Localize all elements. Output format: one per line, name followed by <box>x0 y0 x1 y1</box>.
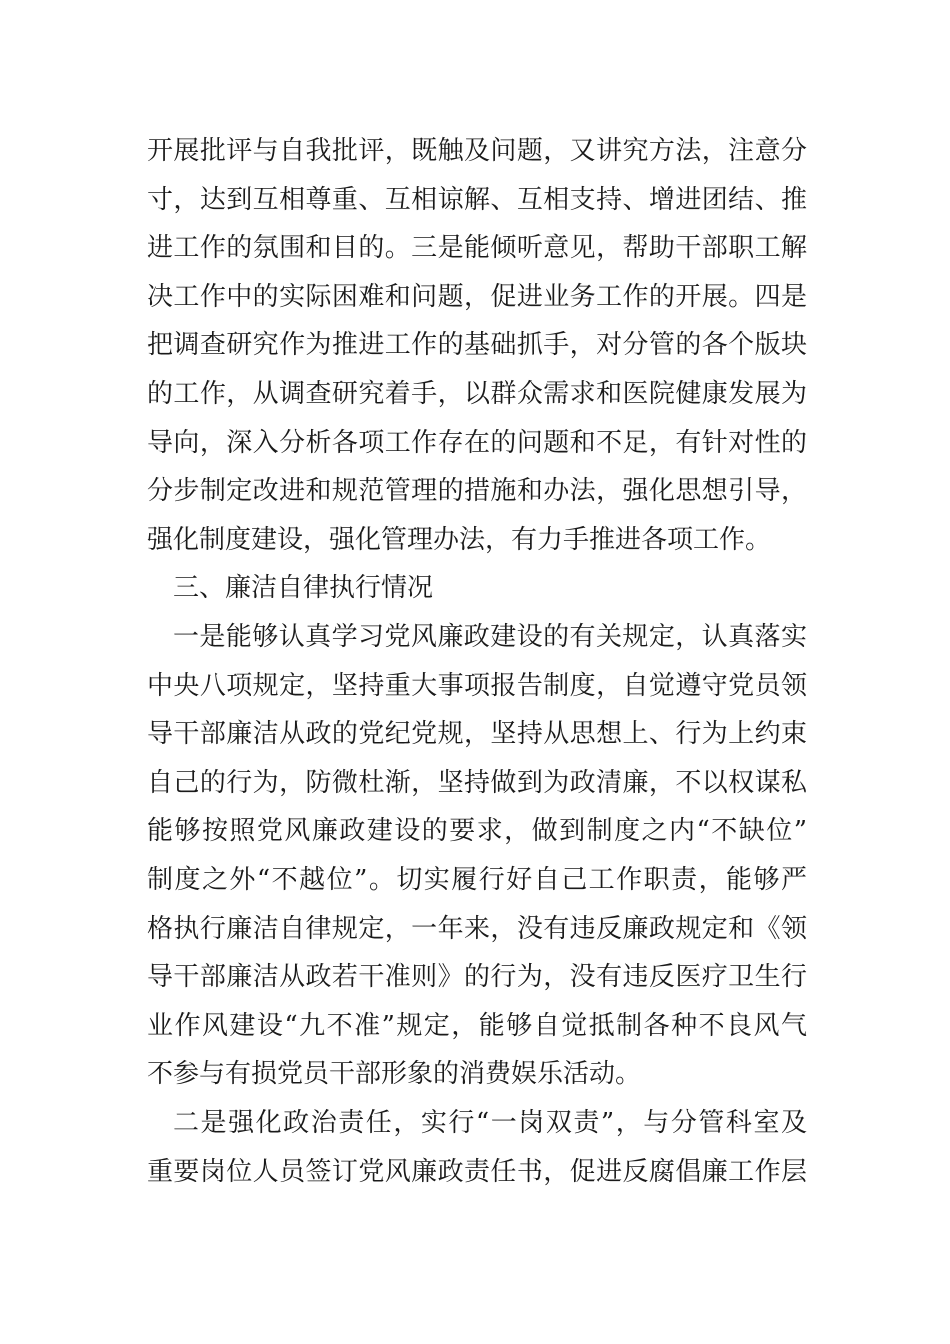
text-line: 分步制定改进和规范管理的措施和办法，强化思想引导， <box>147 476 807 507</box>
text-line: 强化制度建设，强化管理办法，有力手推进各项工作。 <box>147 524 772 555</box>
text-line: 重要岗位人员签订党风廉政责任书，促进反腐倡廉工作层 <box>147 1156 807 1187</box>
text-line: 导向，深入分析各项工作存在的问题和不足，有针对性的 <box>147 427 807 458</box>
text-line: 二是强化政治责任，实行“一岗双责”，与分管科室及 <box>173 1108 807 1138</box>
text-line: 能够按照党风廉政建设的要求，做到制度之内“不缺位” <box>147 816 807 847</box>
text-line: 导干部廉洁从政的党纪党规，坚持从思想上、行为上约束 <box>147 719 807 750</box>
text-line: 把调查研究作为推进工作的基础抓手，对分管的各个版块 <box>147 330 807 361</box>
text-line: 进工作的氛围和目的。三是能倾听意见，帮助干部职工解 <box>147 233 807 264</box>
text-line: 的工作，从调查研究着手，以群众需求和医院健康发展为 <box>147 379 807 409</box>
section-heading: 三、廉洁自律执行情况 <box>173 573 434 604</box>
text-line: 一是能够认真学习党风廉政建设的有关规定，认真落实 <box>173 622 807 652</box>
text-line: 格执行廉洁自律规定，一年来，没有违反廉政规定和《领 <box>147 913 807 944</box>
text-line: 决工作中的实际困难和问题，促进业务工作的开展。四是 <box>147 281 807 312</box>
text-line: 中央八项规定，坚持重大事项报告制度，自觉遵守党员领 <box>147 670 807 701</box>
text-line: 开展批评与自我批评，既触及问题，又讲究方法，注意分 <box>147 136 807 166</box>
text-line: 自己的行为，防微杜渐，坚持做到为政清廉，不以权谋私 <box>147 767 807 798</box>
text-line: 导干部廉洁从政若干准则》的行为，没有违反医疗卫生行 <box>147 962 807 993</box>
text-line: 制度之外“不越位”。切实履行好自己工作职责，能够严 <box>147 865 807 895</box>
text-line: 业作风建设“九不准”规定，能够自觉抵制各种不良风气 <box>147 1010 807 1041</box>
text-line: 不参与有损党员干部形象的消费娱乐活动。 <box>147 1059 642 1090</box>
text-line: 寸，达到互相尊重、互相谅解、互相支持、增进团结、推 <box>147 184 807 215</box>
